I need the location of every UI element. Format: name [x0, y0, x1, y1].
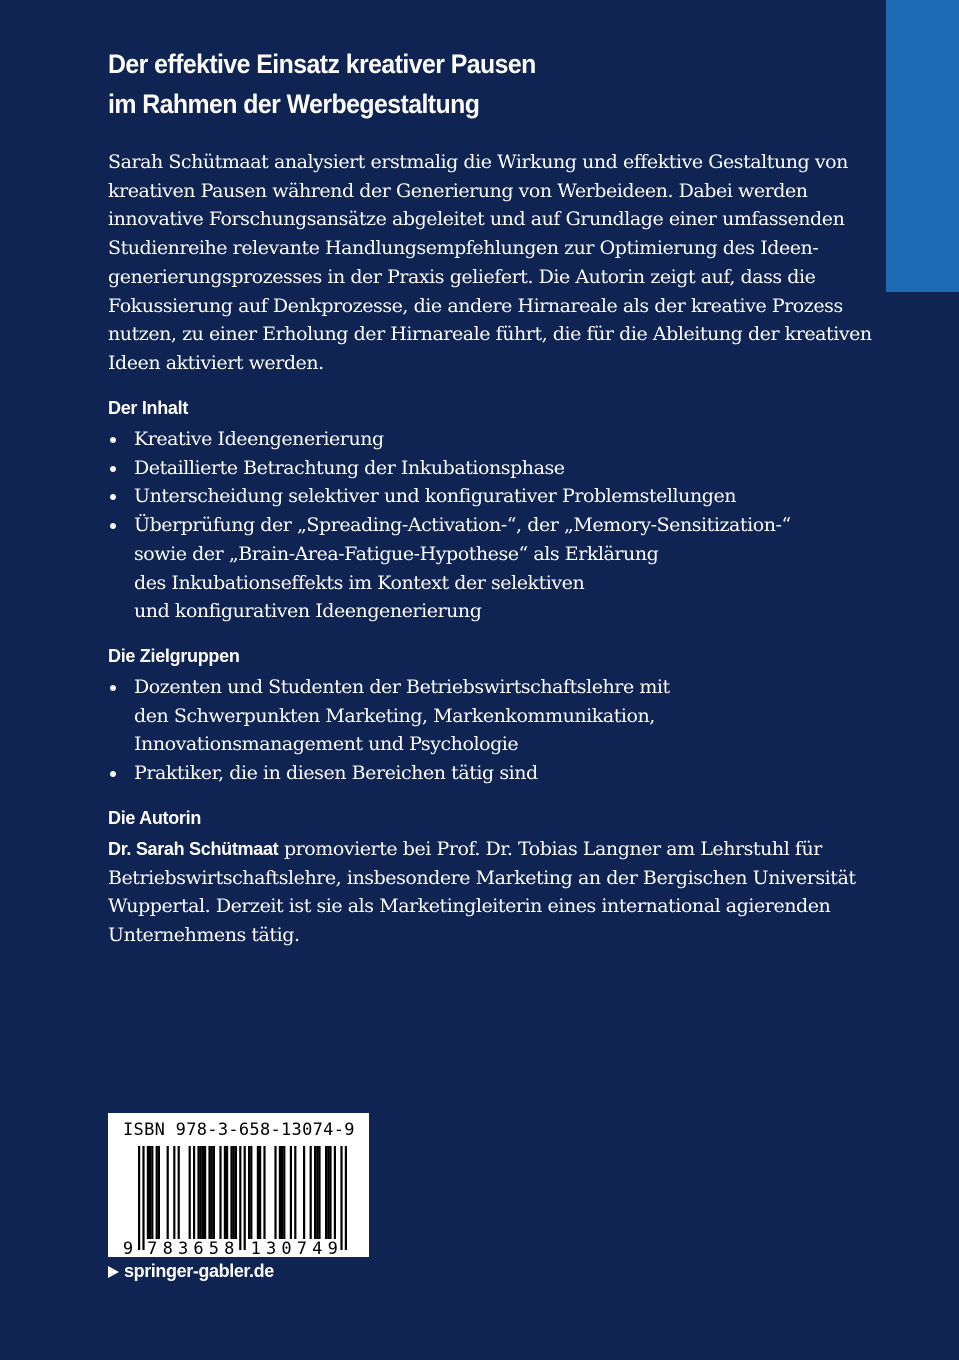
intro-line: generierungsprozesses in der Praxis geliefert. Die Autorin zeigt auf, dass die: [108, 265, 816, 288]
title-line: im Rahmen der Werbegestaltung: [108, 89, 480, 119]
barcode-bar: [156, 1146, 158, 1239]
barcode-bar: [178, 1146, 180, 1239]
barcode-bar: [142, 1146, 144, 1250]
accent-color-tab: [886, 0, 959, 292]
list-item-line: Überprüfung der „Spreading-Activation-“, der „Memory-Sensitization-“: [134, 514, 791, 537]
intro-line: Studienreihe relevante Handlungsempfehlungen zur Optimierung des Ideen-: [108, 237, 819, 260]
list-item: [108, 425, 791, 454]
barcode-bar: [290, 1146, 292, 1239]
author-name: Dr. Sarah Schütmaat: [108, 839, 279, 859]
barcode-bars: [108, 1113, 369, 1257]
intro-line: kreativen Pausen während der Generierung von Werbeideen. Dabei werden: [108, 179, 808, 202]
barcode-bar: [230, 1146, 232, 1239]
list-item-line: Unterscheidung selektiver und konfigurativer Problemstellungen: [134, 485, 737, 508]
barcode-bar: [325, 1146, 327, 1239]
zielgruppen-list: [108, 673, 670, 788]
barcode-bar: [208, 1146, 210, 1239]
list-item-line: Dozenten und Studenten der Betriebswirtschaftslehre mit: [134, 676, 670, 698]
barcode-bar: [294, 1146, 296, 1239]
barcode-bar: [310, 1146, 312, 1239]
intro-line: Fokussierung auf Denkprozesse, die andere Hirnareale als der kreative Prozess: [108, 294, 843, 317]
bullet-icon: [110, 494, 116, 500]
barcode-bar: [244, 1146, 246, 1250]
barcode-bar: [281, 1146, 283, 1239]
bullet-icon: [110, 466, 116, 472]
barcode-bar: [224, 1146, 226, 1239]
barcode-bar: [173, 1146, 175, 1239]
list-item: [108, 673, 670, 759]
list-item-line: Kreative Ideengenerierung: [134, 428, 384, 450]
barcode-bar: [345, 1146, 347, 1250]
barcode-bar: [213, 1146, 215, 1239]
barcode-bar: [314, 1146, 316, 1239]
author-bio: [108, 835, 856, 950]
intro-line: innovative Forschungsansätze abgeleitet und auf Grundlage einer umfassenden: [108, 208, 845, 231]
book-title: [108, 44, 770, 124]
barcode-bar: [158, 1146, 160, 1239]
barcode-bar: [303, 1146, 305, 1239]
inhalt-heading: Der Inhalt: [108, 398, 189, 418]
author-bio-line: Wuppertal. Derzeit ist sie als Marketingleiterin eines international agierenden: [108, 895, 831, 918]
list-item: [108, 482, 791, 511]
barcode-bar: [274, 1146, 276, 1239]
list-item-line: Innovationsmanagement und Psychologie: [134, 733, 519, 756]
barcode-bar: [200, 1146, 202, 1239]
barcode-bar: [138, 1146, 140, 1250]
barcode-digit: 9: [327, 1239, 338, 1257]
bullet-icon: [110, 771, 116, 777]
barcode-bar: [235, 1146, 237, 1239]
list-item-line: sowie der „Brain-Area-Fatigue-Hypothese“ als Erklärung: [134, 542, 659, 565]
barcode-digit: 7: [296, 1239, 308, 1257]
barcode-bar: [226, 1146, 228, 1239]
barcode-bar: [233, 1146, 235, 1239]
list-item-line: den Schwerpunkten Marketing, Markenkommunikation,: [134, 704, 655, 727]
barcode-bar: [329, 1146, 331, 1239]
bullet-icon: [110, 437, 116, 443]
barcode-digit: 5: [208, 1239, 220, 1257]
barcode-digit: 8: [224, 1239, 235, 1257]
list-item: [108, 511, 791, 626]
list-item-line: Detaillierte Betrachtung der Inkubationsphase: [134, 456, 565, 479]
barcode-digit: 1: [250, 1239, 261, 1257]
list-item: [108, 759, 670, 788]
list-item-line: des Inkubationseffekts im Kontext der selektiven: [134, 571, 585, 594]
list-item-line: Praktiker, die in diesen Bereichen tätig sind: [134, 762, 538, 785]
barcode-bar: [318, 1146, 320, 1239]
barcode-bar: [202, 1146, 204, 1239]
barcode-digit: 9: [122, 1239, 134, 1257]
author-bio-text: promovierte bei Prof. Dr. Tobias Langner am Lehrstuhl für: [278, 838, 822, 860]
barcode-bar: [283, 1146, 285, 1239]
author-bio-line: [108, 835, 856, 864]
barcode-bar: [327, 1146, 329, 1239]
bullet-icon: [110, 523, 116, 529]
barcode-bar: [167, 1146, 169, 1239]
barcode-bar: [334, 1146, 336, 1239]
autorin-heading: Die Autorin: [108, 808, 202, 828]
intro-line: nutzen, zu einer Erholung der Hirnareale führt, die für die Ableitung der kreativen: [108, 323, 872, 346]
barcode-bar: [149, 1146, 151, 1239]
intro-line: Sarah Schütmaat analysiert erstmalig die Wirkung und effektive Gestaltung von: [108, 151, 848, 173]
author-bio-line: Unternehmens tätig.: [108, 924, 300, 947]
intro-line: Ideen aktiviert werden.: [108, 351, 324, 374]
title-line: Der effektive Einsatz kreativer Pausen: [108, 49, 536, 79]
isbn-label: ISBN 978-3-658-13074-9: [123, 1120, 355, 1140]
intro-paragraph: [108, 148, 872, 378]
website-text: springer-gabler.de: [124, 1261, 274, 1281]
inhalt-list: [108, 425, 791, 626]
barcode-bar: [219, 1146, 221, 1239]
barcode-bar: [204, 1146, 206, 1239]
barcode-bar: [316, 1146, 318, 1239]
author-bio-line: Betriebswirtschaftslehre, insbesondere Marketing an der Bergischen Universität: [108, 866, 856, 889]
arrow-right-icon: [108, 1266, 119, 1278]
barcode-digits: [123, 1239, 338, 1257]
list-item-line: und konfigurativen Ideengenerierung: [134, 600, 482, 623]
barcode-bar: [193, 1146, 195, 1239]
barcode-bar: [259, 1146, 261, 1239]
barcode-bar: [147, 1146, 149, 1239]
barcode-bar: [248, 1146, 250, 1239]
barcode-digit: 7: [147, 1239, 158, 1257]
barcode-digit: 3: [265, 1239, 277, 1257]
barcode-digit: 8: [162, 1239, 173, 1257]
barcode-bar: [239, 1146, 241, 1250]
barcode-digit: 4: [312, 1239, 323, 1257]
barcode-bar: [340, 1146, 342, 1250]
barcode-bar: [211, 1146, 213, 1239]
barcode-digit: 3: [177, 1239, 189, 1257]
barcode-bar: [263, 1146, 265, 1239]
barcode-bar: [197, 1146, 199, 1239]
barcode-bar: [151, 1146, 153, 1239]
bullet-icon: [110, 685, 116, 691]
barcode-bar: [257, 1146, 259, 1239]
barcode-digit: 0: [281, 1239, 292, 1257]
list-item: [108, 454, 791, 483]
barcode-digit: 6: [193, 1239, 204, 1257]
isbn-barcode: [108, 1113, 369, 1257]
barcode-bar: [250, 1146, 252, 1239]
barcode-bar: [189, 1146, 191, 1239]
barcode-bar: [279, 1146, 281, 1239]
publisher-website-link[interactable]: [108, 1261, 274, 1282]
zielgruppen-heading: Die Zielgruppen: [108, 646, 240, 666]
